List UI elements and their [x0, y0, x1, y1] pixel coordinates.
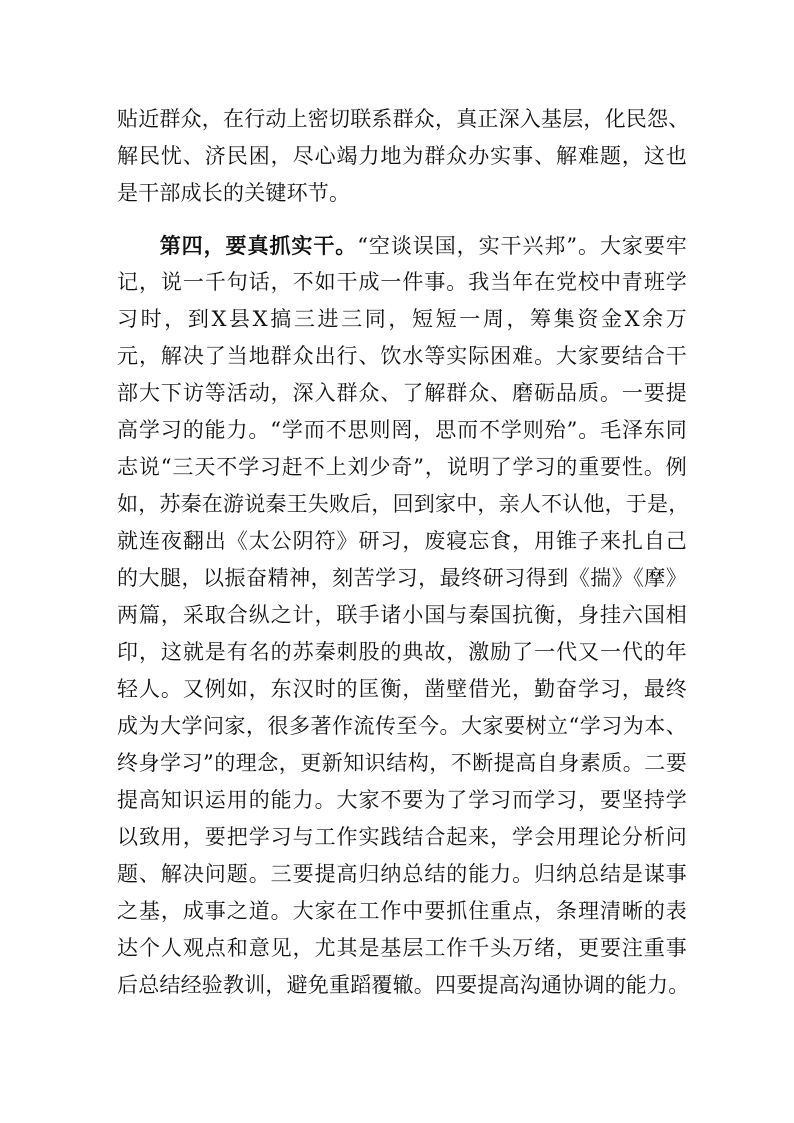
paragraph-line: 两篇，采取合纵之计，联手诸小国与秦国抗衡，身挂六国相 — [117, 603, 687, 627]
paragraph-line: 成为大学问家，很多著作流传至今。大家要树立“学习为本、 — [117, 714, 687, 738]
heading-line-continuation: “空谈误国，实干兴邦”。大家要牢 — [357, 234, 687, 258]
paragraph-first-line — [117, 227, 687, 264]
paragraph-line: 的大腿，以振奋精神，刻苦学习，最终研习得到《揣》《摩》 — [117, 566, 687, 590]
paragraph-line: 记，说一千句话，不如干成一件事。我当年在党校中青班学 — [117, 270, 687, 294]
paragraph-line: 高学习的能力。“学而不思则罔，思而不学则殆”。毛泽东同 — [117, 418, 687, 442]
paragraph-line: 如，苏秦在游说秦王失败后，回到家中，亲人不认他，于是， — [117, 492, 690, 516]
paragraph-line: 志说“三天不学习赶不上刘少奇”，说明了学习的重要性。例 — [117, 455, 687, 479]
paragraph-community-ties — [117, 101, 690, 212]
paragraph-line: 轻人。又例如，东汉时的匡衡，凿壁借光，勤奋学习，最终 — [117, 677, 687, 701]
section-heading: 第四，要真抓实干。 — [159, 233, 358, 258]
paragraph-line: 元，解决了当地群众出行、饮水等实际困难。大家要结合干 — [117, 344, 687, 368]
paragraph-line: 印，这就是有名的苏秦刺股的典故，激励了一代又一代的年 — [117, 640, 687, 664]
paragraph-line: 后总结经验教训，避免重蹈覆辙。四要提高沟通协调的能力。 — [117, 973, 690, 997]
paragraph-line: 终身学习”的理念，更新知识结构，不断提高自身素质。二要 — [117, 751, 687, 775]
paragraph-line: 贴近群众，在行动上密切联系群众，真正深入基层，化民怨、 — [117, 107, 690, 131]
paragraph-line: 习时，到X县X搞三进三同，短短一周，筹集资金X余万 — [117, 307, 687, 331]
paragraph-line — [117, 1004, 687, 1041]
paragraph-line: 提高知识运用的能力。大家不要为了学习而学习，要坚持学 — [117, 788, 687, 812]
paragraph-line: 是干部成长的关键环节。 — [117, 181, 351, 205]
paragraph-line: 就连夜翻出《太公阴符》研习，废寝忘食，用锥子来扎自己 — [117, 529, 687, 553]
paragraph-line: 部大下访等活动，深入群众、了解群众、磨砺品质。一要提 — [117, 381, 687, 405]
paragraph-line: 题、解决问题。三要提高归纳总结的能力。归纳总结是谋事 — [117, 862, 687, 886]
paragraph-line: 解民忧、济民困，尽心竭力地为群众办实事、解难题，这也 — [117, 144, 687, 168]
paragraph-line: 达个人观点和意见，尤其是基层工作千头万绪，更要注重事 — [117, 936, 687, 960]
paragraph-fourth-point — [117, 227, 690, 1041]
paragraph-line: 之基，成事之道。大家在工作中要抓住重点，条理清晰的表 — [117, 899, 687, 923]
paragraph-line: 以致用，要把学习与工作实践结合起来，学会用理论分析问 — [117, 825, 687, 849]
